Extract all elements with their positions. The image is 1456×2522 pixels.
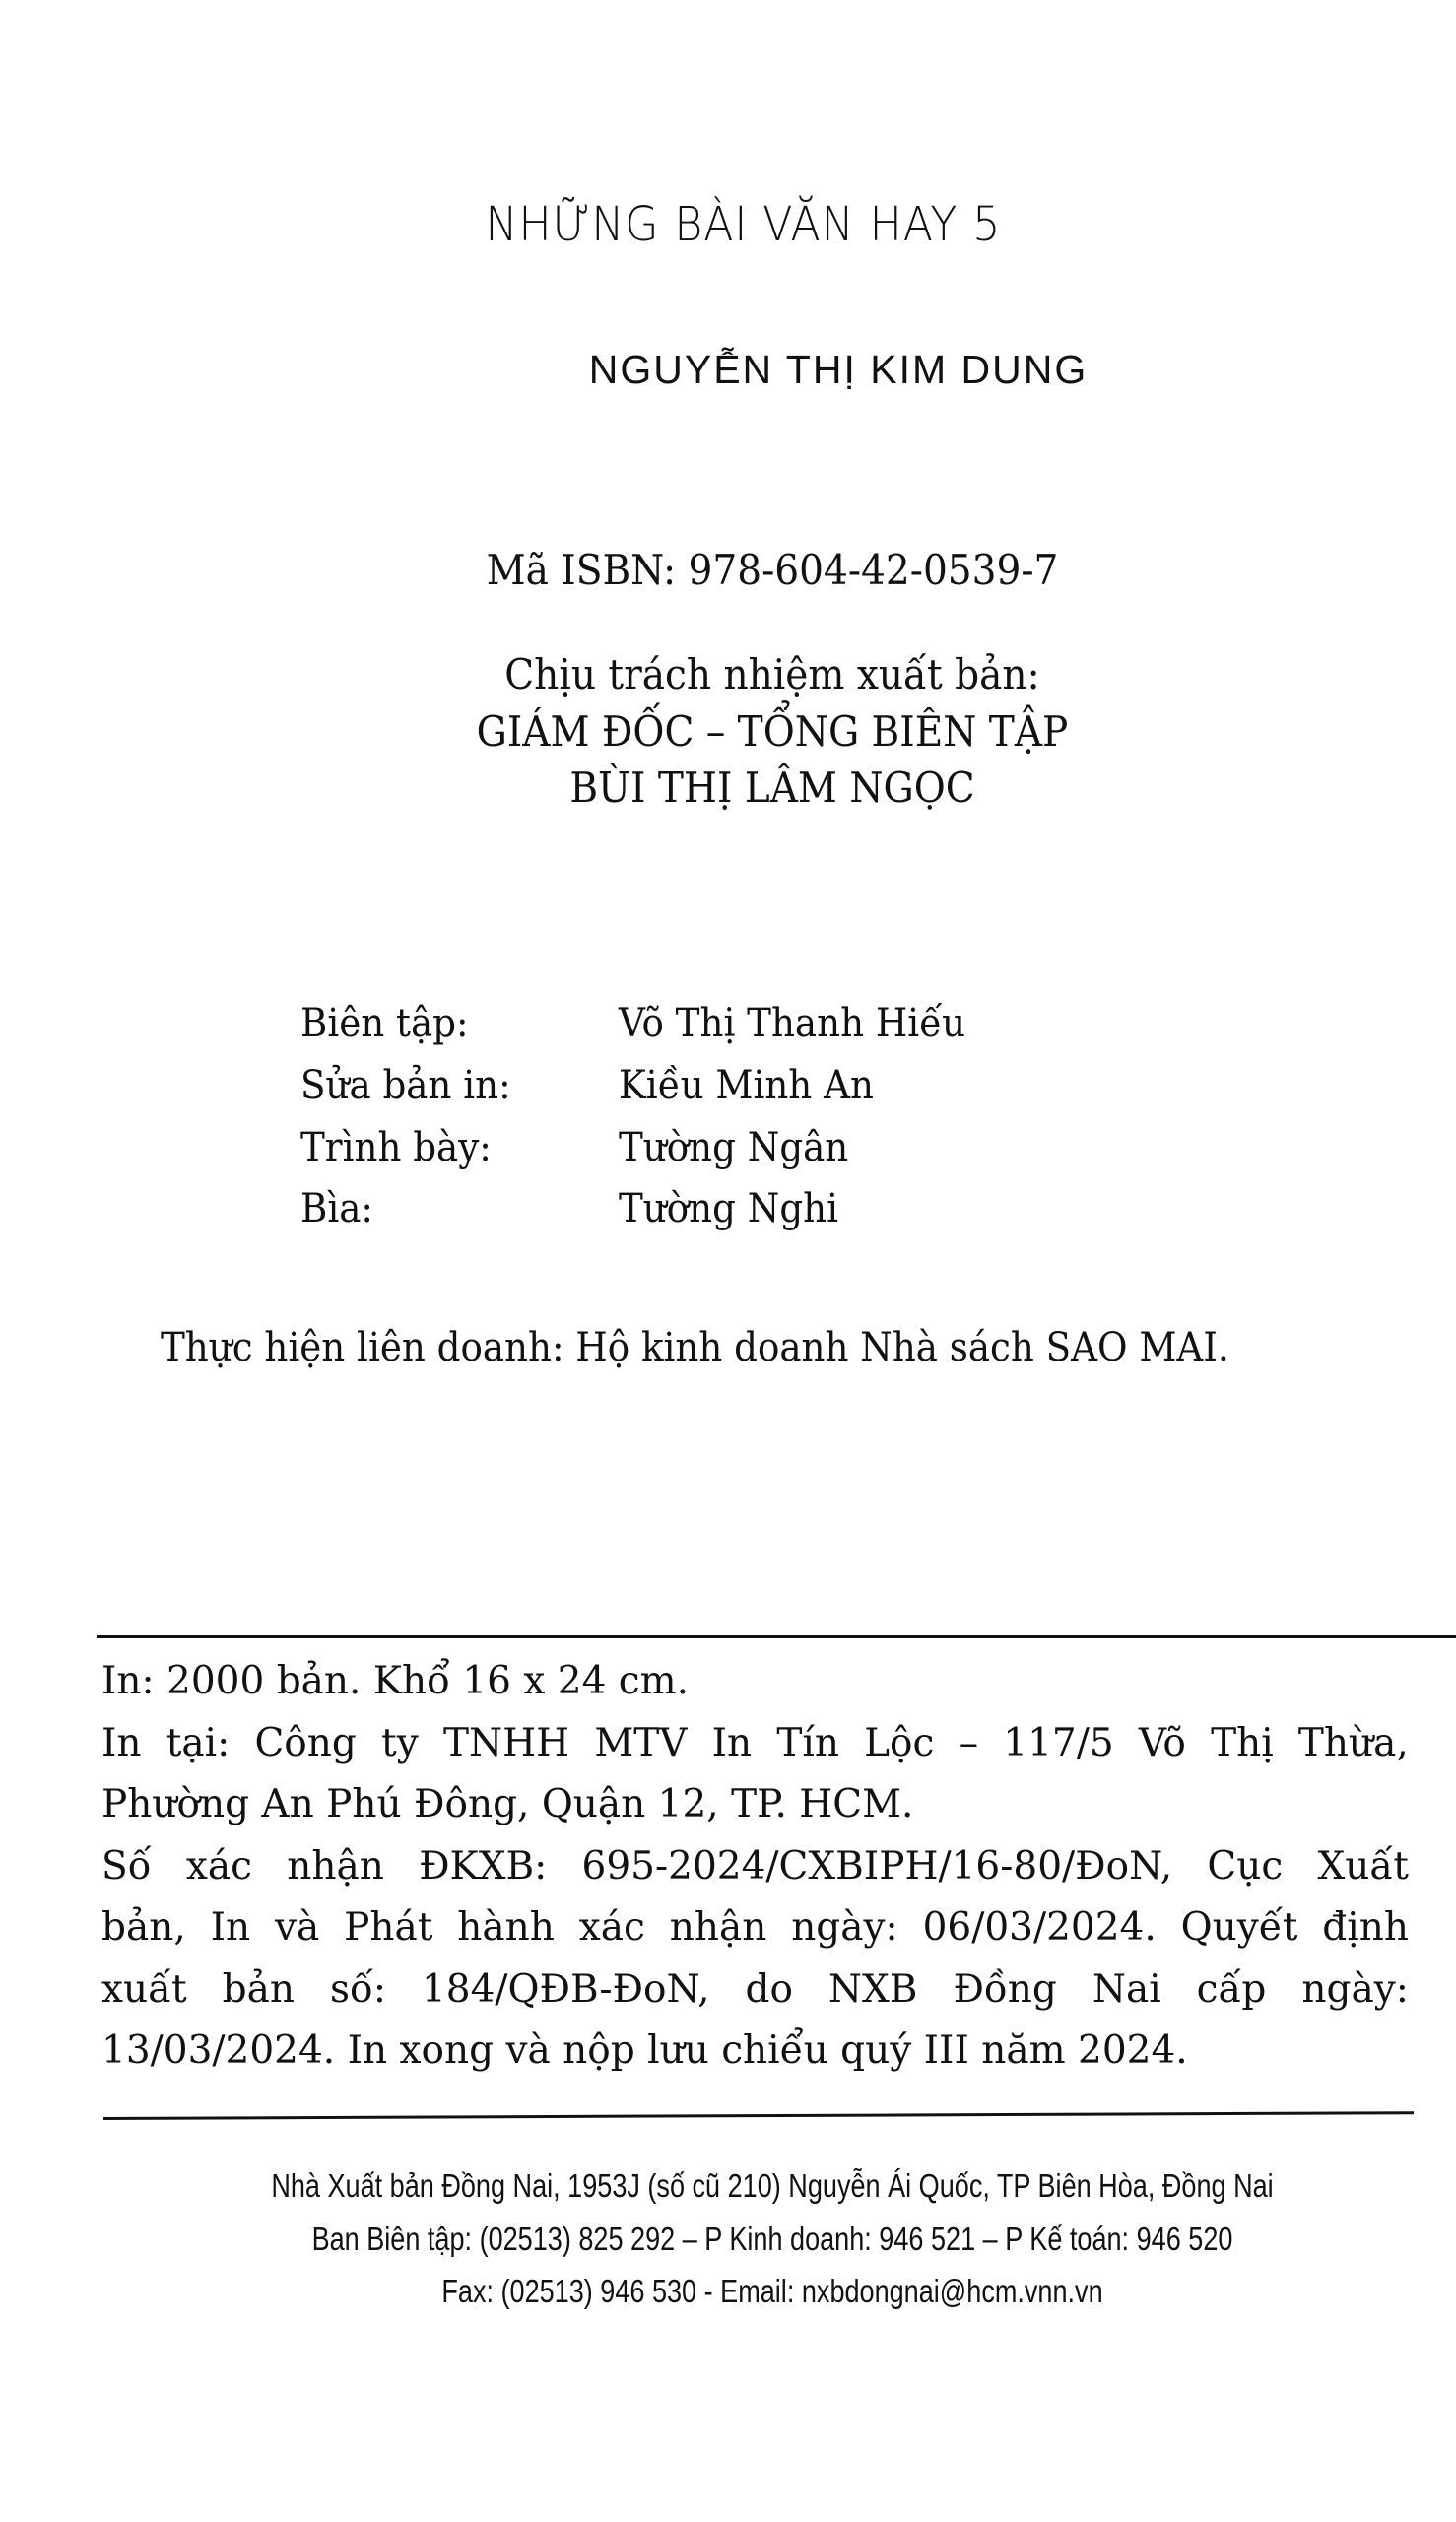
imprint-line [101,1713,1409,1775]
imprint-line: In: 2000 bản. Khổ 16 x 24 cm. [101,1659,690,1703]
publisher-address: Nhà Xuất bản Đồng Nai, 1953J (số cũ 210) Nguyễn Ái Quốc, TP Biên Hòa, Đồng Nai [271,2167,1274,2204]
imprint-word: In [711,1720,753,1765]
imprint-word: số: [329,1966,386,2012]
imprint-word: Đồng [953,1966,1057,2012]
imprint-word: hành [457,1905,555,1950]
imprint-word: do [745,1966,793,2012]
imprint-word: xuất [101,1966,187,2012]
divider-bottom [103,2111,1414,2120]
imprint-word: Xuất [1317,1843,1409,1889]
imprint-word: ngày: [791,1905,898,1950]
credit-value: Kiều Minh An [619,1063,874,1108]
imprint-word: và [274,1905,320,1950]
responsibility-heading: Chịu trách nhiệm xuất bản: [504,650,1040,698]
credit-value: Tường Nghi [619,1186,838,1231]
imprint-word: tại: [165,1720,231,1765]
imprint-word: Công [254,1720,357,1765]
imprint-word: Số [101,1843,152,1889]
responsibility-name: BÙI THỊ LÂM NGỌC [569,763,975,812]
imprint-word: xác [185,1843,252,1889]
imprint-line [101,1959,1409,2022]
credit-label: Biên tập: [300,1001,469,1046]
book-author: NGUYỄN THỊ KIM DUNG [588,347,1089,392]
imprint-word: MTV [594,1720,688,1765]
imprint-block [101,1651,1409,2083]
imprint-word: Lộc [864,1720,935,1765]
credit-value: Tường Ngân [619,1125,849,1170]
imprint-word: Quyết [1180,1905,1298,1950]
imprint-word: 06/03/2024. [922,1905,1157,1950]
imprint-word: ĐKXB: [419,1843,548,1889]
imprint-word: xác [578,1905,645,1950]
imprint-word: 117/5 [1003,1720,1114,1765]
imprint-word: bản, [101,1905,186,1950]
imprint-word: Võ [1138,1720,1186,1765]
imprint-word: Cục [1207,1843,1284,1889]
imprint-word: ty [381,1720,419,1765]
imprint-word: định [1322,1905,1409,1950]
imprint-line [101,1836,1409,1898]
responsibility-role: GIÁM ĐỐC – TỔNG BIÊN TẬP [476,707,1069,756]
imprint-word: Nai [1092,1966,1161,2012]
imprint-word: Thị [1211,1720,1274,1765]
imprint-word: Thừa, [1297,1720,1409,1765]
imprint-word: ngày: [1301,1966,1409,2012]
imprint-word: In [210,1905,251,1950]
imprint-word: 184/QĐB-ĐoN, [421,1966,710,2012]
imprint-line [101,1897,1409,1959]
imprint-word: Tín [776,1720,839,1765]
imprint-word: nhận [287,1843,384,1889]
credit-label: Sửa bản in: [300,1063,511,1108]
imprint-word: NXB [827,1966,918,2012]
credit-label: Bìa: [300,1186,373,1231]
credit-label: Trình bày: [300,1125,492,1170]
imprint-word: 695-2024/CXBIPH/16-80/ĐoN, [581,1843,1173,1889]
book-title: NHỮNG BÀI VĂN HAY 5 [485,197,1002,252]
imprint-word: TNHH [442,1720,570,1765]
imprint-word: bản [222,1966,295,2012]
credit-value: Võ Thị Thanh Hiếu [619,1001,966,1046]
imprint-word: In [101,1720,142,1765]
publisher-fax-email: Fax: (02513) 946 530 - Email: nxbdongnai@hcm.vnn.vn [441,2273,1103,2309]
imprint-word: – [959,1720,979,1765]
imprint-word: nhận [669,1905,767,1950]
imprint-word: Phát [344,1905,433,1950]
joint-venture: Thực hiện liên doanh: Hộ kinh doanh Nhà sách SAO MAI. [161,1325,1229,1370]
divider-top [97,1635,1456,1638]
isbn: Mã ISBN: 978-604-42-0539-7 [486,546,1059,594]
imprint-line: 13/03/2024. In xong và nộp lưu chiểu quý III năm 2024. [101,2028,1188,2073]
imprint-word: cấp [1196,1966,1267,2012]
imprint-line: Phường An Phú Đông, Quận 12, TP. HCM. [101,1782,914,1826]
publisher-phones: Ban Biên tập: (02513) 825 292 – P Kinh doanh: 946 521 – P Kế toán: 946 520 [311,2221,1233,2257]
